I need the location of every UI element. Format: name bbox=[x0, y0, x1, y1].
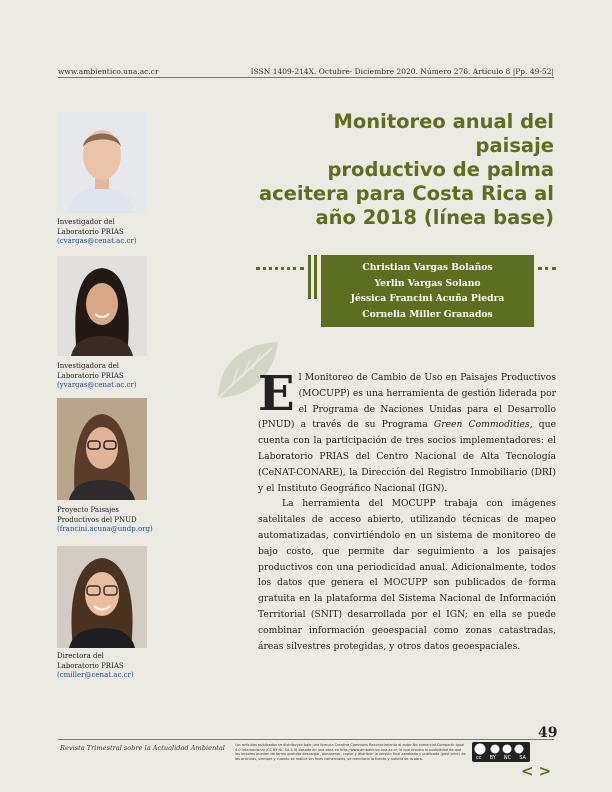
author-caption bbox=[57, 506, 167, 535]
cc-by-icon: BY bbox=[489, 755, 496, 761]
caption-line: Laboratorio PRIAS bbox=[57, 227, 124, 236]
author-caption bbox=[57, 652, 167, 681]
dotted-rule-right bbox=[538, 267, 556, 270]
author-email-link[interactable]: (cmiller@cenat.ac.cr) bbox=[57, 671, 134, 680]
author-photo bbox=[57, 111, 147, 213]
author-name: Jéssica Francini Acuña Piedra bbox=[350, 293, 505, 304]
caption-line: Investigador del bbox=[57, 218, 115, 226]
author-name: Cornelia Miller Granados bbox=[362, 308, 493, 320]
body-text: , que cuenta con la participación de tres socios implementadores: el Laboratorio PRIAS del Centro Nacional de Alta Tecnología (CeNAT-CONARE), la Dirección del Registro Inmobiliario (DRI) y el Instituto Geográfico Nacional (IGN). bbox=[258, 419, 557, 494]
author-email-link[interactable]: (francini.acuna@undp.org) bbox=[57, 525, 153, 534]
header-divider bbox=[58, 77, 554, 78]
caption-line: Directora del bbox=[57, 652, 104, 660]
authors-box bbox=[321, 255, 534, 327]
author-caption bbox=[57, 218, 167, 247]
cc-icon: cc bbox=[476, 755, 482, 761]
title-line: año 2018 (línea base) bbox=[315, 206, 554, 229]
title-line: Monitoreo anual del paisaje bbox=[333, 110, 554, 157]
journal-name: Revista Trimestral sobre la Actualidad Ambiental bbox=[60, 744, 225, 752]
body-paragraph: La herramienta del MOCUPP trabaja con imágenes satelitales de acceso abierto, utilizando técnicas de mapeo automatizadas, convirtiéndolo en un sistema de monitoreo de bajo costo, que permite dar seguimiento a los paisajes productivos con una periodicidad anual. Adicionalmente, todos los datos que genera el MOCUPP son publicados de forma gratuita en la plataforma del Sistema Nacional de Información Territorial (SNIT) desarrollada por el IGN; en ella se puede combinar información geoespacial como zonas catastradas, áreas silvestres protegidas, y otros datos geoespaciales. bbox=[258, 498, 556, 652]
cc-nc-icon: NC bbox=[503, 755, 512, 761]
dotted-rule-left bbox=[256, 267, 304, 270]
accent-bar bbox=[308, 255, 311, 299]
body-emphasis: Green Commodities bbox=[433, 419, 530, 431]
cc-license-badge[interactable] bbox=[472, 742, 530, 762]
title-line: aceitera para Costa Rica al bbox=[258, 182, 554, 205]
caption-line: Laboratorio PRIAS bbox=[57, 371, 124, 380]
author-caption bbox=[57, 362, 167, 391]
author-photo bbox=[57, 398, 147, 500]
caption-line: Productivos del PNUD bbox=[57, 515, 137, 524]
header-website[interactable]: www.ambientico.una.ac.cr bbox=[58, 67, 159, 76]
author-name: Christian Vargas Bolaños bbox=[362, 262, 493, 273]
author-photo bbox=[57, 546, 147, 648]
license-text: Los artículos publicados se distribuyen bajo una licencia Creative Commons Reconocimiento al autor-No comercial-Compartir igual 4.0 Internacional (CC BY NC SA 4.0) basada en una obra en http://www.ambientico.una.ac.cr, lo que implica la posibilidad de que los lectores puedan de forma gratuita descargar, almacenar, copiar y distribuir la versión final aprobada y publicada (post print) de los artículos, siempre y cuando se realice sin fines comerciales, se mencione la fuente y autoría de la obra. bbox=[235, 743, 466, 761]
title-line: productivo de palma bbox=[327, 158, 554, 181]
page-number: 49 bbox=[538, 725, 558, 741]
author-email-link[interactable]: (yvargas@cenat.ac.cr) bbox=[57, 381, 137, 390]
body-text: l Monitoreo de Cambio de Uso en Paisajes Productivos (MOCUPP) es una herramienta de gestión liderada por el Programa de Naciones Unidas para el Desarrollo (PNUD) a través de su Programa bbox=[258, 372, 556, 431]
prev-page-arrow-icon[interactable]: < bbox=[521, 762, 539, 780]
drop-cap: E bbox=[258, 366, 295, 422]
accent-bar bbox=[314, 255, 317, 299]
article-title bbox=[254, 110, 554, 230]
author-name: Yerlin Vargas Solano bbox=[374, 277, 481, 289]
caption-line: Laboratorio PRIAS bbox=[57, 661, 124, 670]
author-photo bbox=[57, 256, 147, 356]
body-paragraph bbox=[258, 366, 557, 496]
cc-sa-icon: SA bbox=[519, 755, 526, 761]
caption-line: Proyecto Paisajes bbox=[57, 506, 120, 514]
header-issue-info: ISSN 1409-214X. Octubre- Diciembre 2020. Número 276. Artículo 8 |Pp. 49-52| bbox=[250, 67, 554, 76]
page-navigation bbox=[521, 762, 556, 780]
author-email-link[interactable]: (cvargas@cenat.ac.cr) bbox=[57, 237, 137, 246]
caption-line: Investigadora del bbox=[57, 362, 119, 370]
next-page-arrow-icon[interactable]: > bbox=[538, 762, 557, 780]
footer-divider bbox=[58, 739, 554, 740]
article-body bbox=[258, 366, 557, 654]
